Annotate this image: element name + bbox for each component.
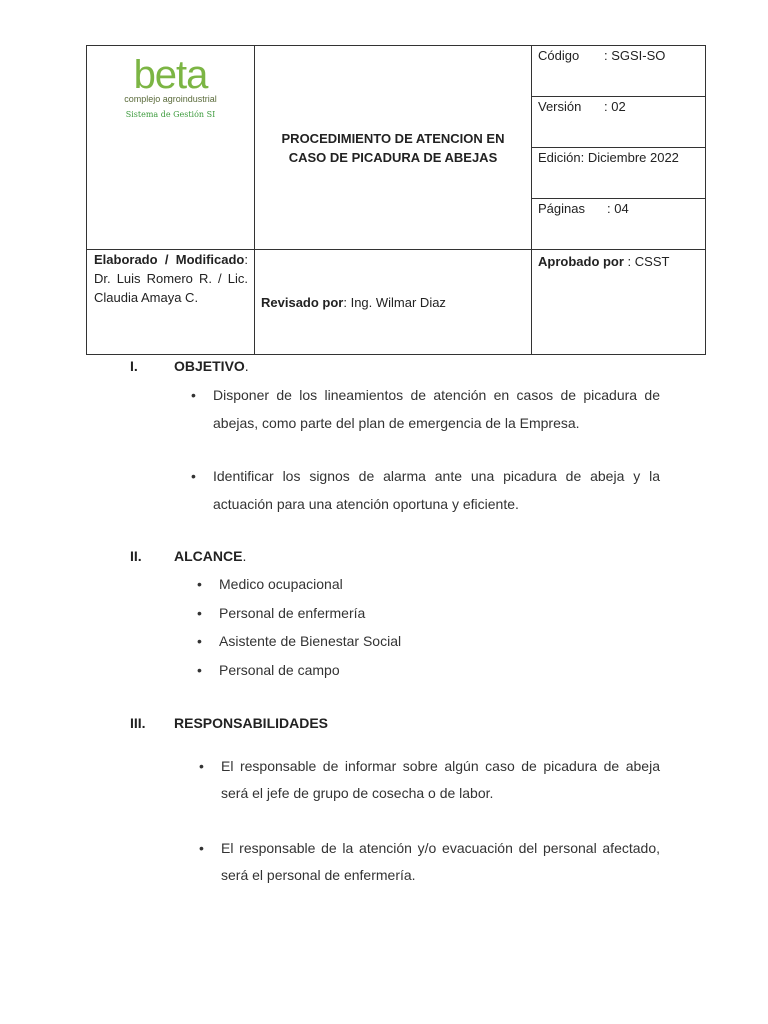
edicion-text: Edición: Diciembre 2022 <box>538 150 679 165</box>
version-label: Versión <box>538 99 582 114</box>
section-responsabilidades-heading <box>130 715 328 731</box>
responsabilidades-item-1: El responsable de informar sobre algún caso de picadura de abeja será el jefe de grupo de cosecha o de labor. <box>221 758 660 801</box>
version-cell <box>532 97 706 148</box>
alcance-list <box>197 570 659 684</box>
section-title: RESPONSABILIDADES <box>174 715 329 731</box>
section-number: III. <box>130 715 146 731</box>
aprobado-label: Aprobado por <box>538 254 624 269</box>
list-item <box>197 627 659 656</box>
alcance-item-3: Asistente de Bienestar Social <box>219 633 402 649</box>
elaborado-cell <box>87 250 255 355</box>
section-title-period: . <box>244 358 249 374</box>
bullet-icon: • <box>197 576 202 592</box>
objetivo-item-1: Disponer de los lineamientos de atención en casos de picadura de abejas, como parte del plan de emergencia de la Empresa. <box>213 387 660 431</box>
document-header-table <box>86 45 706 355</box>
document-title-cell <box>255 46 532 250</box>
elaborado-value: : Dr. Luis Romero R. / Lic. Claudia Amaya C. <box>94 252 248 305</box>
bullet-icon: • <box>191 387 196 403</box>
version-value: : 02 <box>604 99 626 114</box>
objetivo-list <box>191 381 660 518</box>
objetivo-item-2: Identificar los signos de alarma ante una picadura de abeja y la actuación para una atención oportuna y eficiente. <box>213 468 660 512</box>
section-title-period: . <box>242 548 247 564</box>
responsabilidades-item-2: El responsable de la atención y/o evacuación del personal afectado, será el personal de enfermería. <box>221 840 660 883</box>
bullet-icon: • <box>199 758 204 774</box>
section-number: I. <box>130 358 138 374</box>
aprobado-cell <box>532 250 706 355</box>
codigo-cell <box>532 46 706 97</box>
revisado-cell <box>255 250 532 355</box>
logo-system-name: Sistema de Gestión SI <box>125 110 216 119</box>
list-item <box>197 570 659 599</box>
list-item <box>199 753 660 807</box>
edicion-cell <box>532 148 706 199</box>
responsabilidades-list <box>199 753 660 889</box>
elaborado-label: Elaborado / Modificado <box>94 252 245 267</box>
document-title-line1: PROCEDIMIENTO DE ATENCION EN <box>281 130 505 146</box>
logo-subtitle: complejo agroindustrial <box>124 94 217 104</box>
list-item <box>197 599 659 628</box>
logo-cell <box>87 46 255 250</box>
paginas-value: : 04 <box>607 201 629 216</box>
paginas-cell <box>532 199 706 250</box>
aprobado-value: : CSST <box>623 254 670 269</box>
revisado-label: Revisado por <box>261 294 344 310</box>
alcance-item-2: Personal de enfermería <box>219 604 366 621</box>
bullet-icon: • <box>199 840 204 856</box>
list-item <box>199 835 660 889</box>
revisado-value: : Ing. Wilmar Diaz <box>343 294 446 310</box>
document-title-line2: CASO DE PICADURA DE ABEJAS <box>288 149 498 165</box>
section-alcance-heading <box>130 548 246 564</box>
section-title: ALCANCE <box>174 548 243 564</box>
codigo-value: : SGSI-SO <box>604 48 666 63</box>
section-title: OBJETIVO <box>174 358 245 374</box>
company-logo: beta <box>133 53 208 97</box>
list-item <box>197 656 659 685</box>
list-item <box>191 462 660 518</box>
bullet-icon: • <box>197 604 202 621</box>
paginas-label: Páginas <box>538 201 585 216</box>
section-number: II. <box>130 548 142 564</box>
list-item <box>191 381 660 437</box>
codigo-label: Código <box>538 48 580 63</box>
bullet-icon: • <box>191 468 196 484</box>
alcance-item-4: Personal de campo <box>219 661 340 678</box>
bullet-icon: • <box>197 661 202 678</box>
bullet-icon: • <box>197 633 202 649</box>
alcance-item-1: Medico ocupacional <box>219 576 343 592</box>
section-objetivo-heading <box>130 358 249 374</box>
